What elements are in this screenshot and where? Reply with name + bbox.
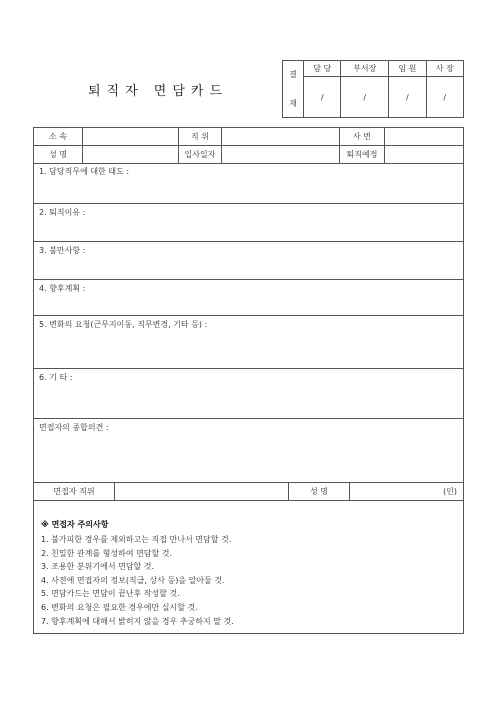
retire-date-label: 퇴직예정	[340, 146, 385, 164]
position-field[interactable]	[222, 128, 340, 146]
position-label: 직 위	[179, 128, 222, 146]
approval-sign-staff[interactable]: /	[304, 77, 341, 118]
approval-sign-president[interactable]: /	[426, 77, 463, 118]
section-overall-opinion[interactable]	[33, 419, 464, 483]
interviewer-position-field[interactable]	[115, 483, 289, 501]
name-field[interactable]	[83, 146, 179, 164]
approval-header-staff: 담 당	[304, 61, 341, 77]
section-complaints[interactable]	[33, 242, 464, 280]
notes-item: 3. 조용한 분위기에서 면담할 것.	[41, 562, 155, 572]
notes-title: ※ 면접자 주의사항	[41, 520, 109, 529]
notes-item: 6. 변화의 요청은 필요한 경우에만 실시할 것.	[41, 602, 198, 612]
section-label: 3. 불만사항 :	[39, 246, 86, 255]
seal-mark: (인)	[443, 487, 457, 496]
page-title: 퇴직자 면담카드	[88, 84, 229, 99]
interviewer-name-label: 성 명	[289, 483, 350, 501]
approval-header-executive: 임 원	[389, 61, 426, 77]
hire-date-field[interactable]	[222, 146, 340, 164]
name-label: 성 명	[34, 146, 83, 164]
affiliation-label: 소 속	[34, 128, 83, 146]
approval-sign-executive[interactable]: /	[389, 77, 426, 118]
section-label: 6. 기 타 :	[39, 373, 73, 382]
affiliation-field[interactable]	[83, 128, 179, 146]
section-reason[interactable]	[33, 204, 464, 242]
notes-item: 7. 향후계획에 대해서 밝히지 않을 경우 추궁하지 말 것.	[41, 616, 234, 626]
notes-item: 4. 사전에 면접자의 정보(직급, 상사 등)을 알아둘 것.	[41, 575, 225, 585]
section-label: 면접자의 종합의견 :	[39, 423, 109, 432]
employee-info-table	[33, 127, 464, 164]
hire-date-label: 입사일자	[179, 146, 222, 164]
retire-date-field[interactable]	[385, 146, 464, 164]
interviewer-table	[33, 482, 464, 501]
notes-list	[41, 533, 234, 628]
section-label: 1. 담당직무에 대한 태도 :	[39, 167, 130, 176]
section-change-request[interactable]	[33, 316, 464, 369]
interviewer-name-field[interactable]	[350, 483, 464, 501]
approval-label-top: 결	[289, 70, 297, 79]
employee-no-field[interactable]	[385, 128, 464, 146]
employee-no-label: 사 번	[340, 128, 385, 146]
notes-item: 5. 면담카드는 면담이 끝난후 작성할 것.	[41, 589, 180, 599]
interviewer-position-label: 면접자 직위	[34, 483, 115, 501]
notes-item: 2. 친밀한 관계를 형성하여 면담할 것.	[41, 548, 173, 558]
approval-label-bottom: 재	[289, 99, 297, 108]
notes-item: 1. 불가피한 경우를 제외하고는 직접 만나서 면담할 것.	[41, 535, 232, 544]
section-other[interactable]	[33, 369, 464, 419]
section-attitude[interactable]	[33, 163, 464, 204]
approval-sign-dept-head[interactable]: /	[341, 77, 389, 118]
approval-table	[282, 60, 464, 118]
section-label: 5. 변화의 요청(근무지이동, 직무변경, 기타 등) :	[39, 320, 208, 329]
interviewer-notes	[33, 500, 464, 634]
approval-label-cell	[283, 61, 304, 118]
approval-header-president: 사 장	[426, 61, 463, 77]
section-future-plan[interactable]	[33, 280, 464, 316]
section-label: 4. 향후계획 :	[39, 284, 86, 293]
section-label: 2. 퇴직이유 :	[39, 208, 86, 217]
approval-header-dept-head: 부서장	[341, 61, 389, 77]
